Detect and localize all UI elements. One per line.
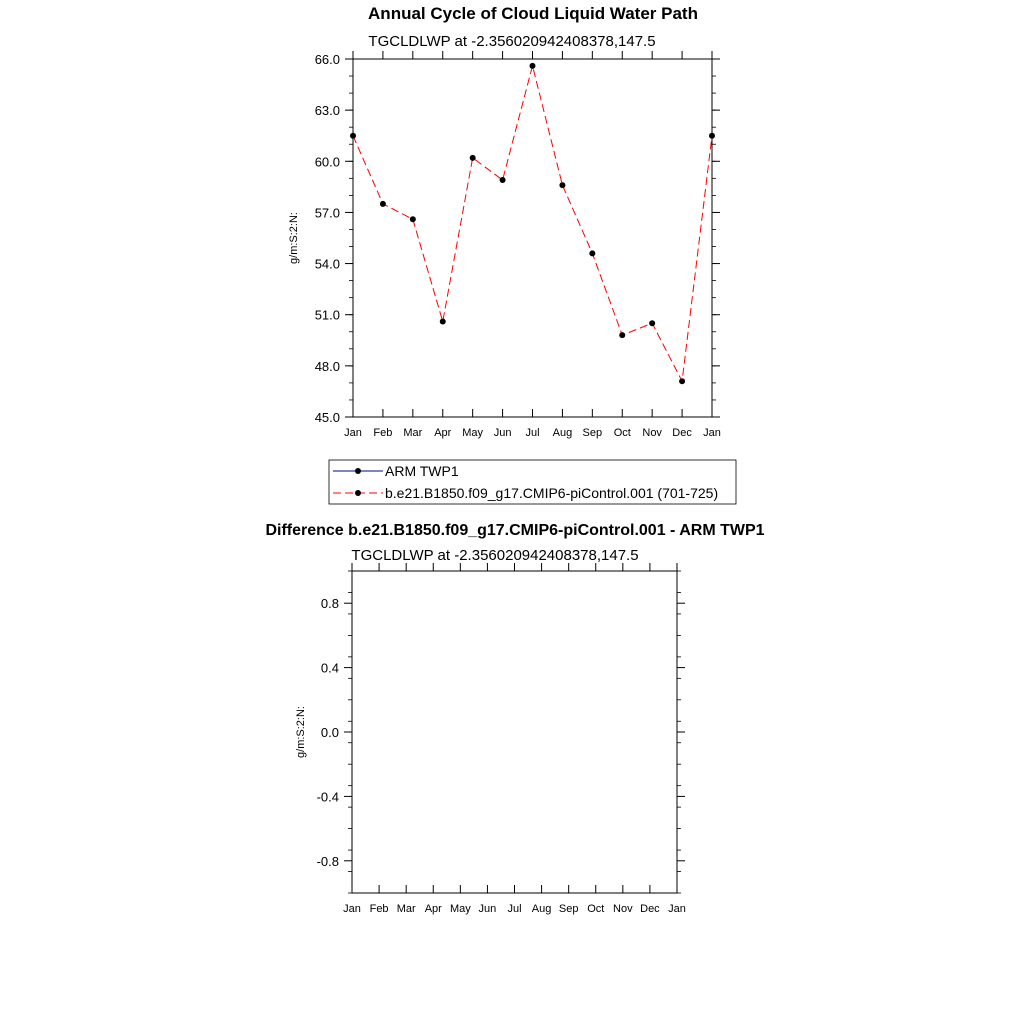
axis-ticks bbox=[344, 563, 685, 893]
x-tick-label: Aug bbox=[552, 427, 573, 439]
y-tick-label: -0.8 bbox=[316, 853, 339, 869]
x-tick-label: Jul bbox=[507, 903, 522, 915]
x-tick-label: Apr bbox=[424, 903, 442, 915]
x-tick-label: Jan bbox=[703, 427, 721, 439]
y-tick-label: 63.0 bbox=[314, 103, 340, 119]
series-layer bbox=[350, 63, 715, 384]
data-point bbox=[649, 320, 655, 326]
data-point bbox=[410, 216, 416, 222]
x-tick-label: Oct bbox=[587, 903, 605, 915]
y-axis-label: g/m:S:2:N: bbox=[288, 212, 300, 264]
chart-subtitle: TGCLDLWP at -2.356020942408378,147.5 bbox=[368, 33, 656, 50]
y-axis-label: g/m:S:2:N: bbox=[295, 706, 307, 758]
chart-title: Difference b.e21.B1850.f09_g17.CMIP6-piControl.001 - ARM TWP1 bbox=[265, 522, 765, 539]
data-point bbox=[589, 250, 595, 256]
x-tick-label: Jan bbox=[343, 903, 361, 915]
data-point bbox=[679, 378, 685, 384]
y-tick-label: 45.0 bbox=[314, 410, 340, 425]
x-tick-label: Oct bbox=[613, 427, 631, 439]
x-tick-label: Nov bbox=[642, 427, 662, 439]
annual-cycle-chart bbox=[288, 4, 736, 504]
y-tick-label: -0.4 bbox=[316, 789, 339, 805]
axis-ticks bbox=[345, 51, 720, 417]
plot-frame bbox=[353, 59, 712, 417]
x-tick-label: May bbox=[449, 903, 471, 915]
y-tick-label: 57.0 bbox=[314, 205, 340, 221]
chart-subtitle: TGCLDLWP at -2.356020942408378,147.5 bbox=[351, 547, 639, 564]
x-tick-label: Mar bbox=[403, 427, 423, 439]
y-tick-labels bbox=[317, 596, 339, 869]
x-tick-label: Feb bbox=[369, 903, 389, 915]
data-point bbox=[709, 133, 715, 139]
x-tick-label: Sep bbox=[582, 427, 603, 439]
x-tick-label: Jan bbox=[344, 427, 362, 439]
y-tick-label: 51.0 bbox=[314, 307, 340, 323]
series-line bbox=[353, 66, 712, 381]
x-tick-label: Aug bbox=[531, 903, 552, 915]
data-point bbox=[380, 201, 386, 207]
y-tick-label: 0.0 bbox=[320, 725, 339, 740]
x-tick-label: Sep bbox=[558, 903, 579, 915]
y-tick-label: 0.8 bbox=[320, 596, 339, 612]
x-tick-label: Feb bbox=[373, 427, 393, 439]
data-point bbox=[530, 63, 536, 69]
data-point bbox=[559, 182, 565, 188]
x-tick-labels bbox=[343, 903, 686, 915]
chart-title: Annual Cycle of Cloud Liquid Water Path bbox=[368, 4, 698, 23]
x-tick-label: Dec bbox=[640, 903, 660, 915]
legend-marker-model bbox=[355, 490, 361, 496]
data-point bbox=[470, 155, 476, 161]
x-tick-label: Nov bbox=[613, 903, 633, 915]
legend-label-model: b.e21.B1850.f09_g17.CMIP6-piControl.001 (701-725) bbox=[385, 485, 719, 501]
y-tick-label: 66.0 bbox=[314, 52, 340, 67]
data-point bbox=[619, 332, 625, 338]
y-tick-labels bbox=[315, 52, 340, 425]
x-tick-label: Apr bbox=[434, 427, 452, 439]
x-tick-label: May bbox=[462, 427, 484, 439]
x-tick-label: Jan bbox=[668, 903, 686, 915]
data-point bbox=[500, 177, 506, 183]
legend-label-arm: ARM TWP1 bbox=[385, 463, 459, 479]
data-point bbox=[350, 133, 356, 139]
x-tick-label: Jun bbox=[493, 427, 512, 439]
x-tick-labels bbox=[344, 427, 721, 439]
y-tick-label: 60.0 bbox=[314, 154, 340, 170]
x-tick-label: Mar bbox=[396, 903, 416, 915]
y-tick-label: 0.4 bbox=[320, 660, 339, 676]
x-tick-label: Jul bbox=[525, 427, 540, 439]
plot-frame bbox=[352, 571, 677, 893]
y-tick-label: 54.0 bbox=[314, 256, 340, 272]
x-tick-label: Dec bbox=[672, 427, 692, 439]
legend-marker-arm bbox=[355, 468, 361, 474]
y-tick-label: 48.0 bbox=[314, 358, 340, 374]
data-point bbox=[440, 319, 446, 325]
x-tick-label: Jun bbox=[478, 903, 497, 915]
legend bbox=[329, 460, 736, 504]
difference-chart bbox=[265, 522, 764, 915]
